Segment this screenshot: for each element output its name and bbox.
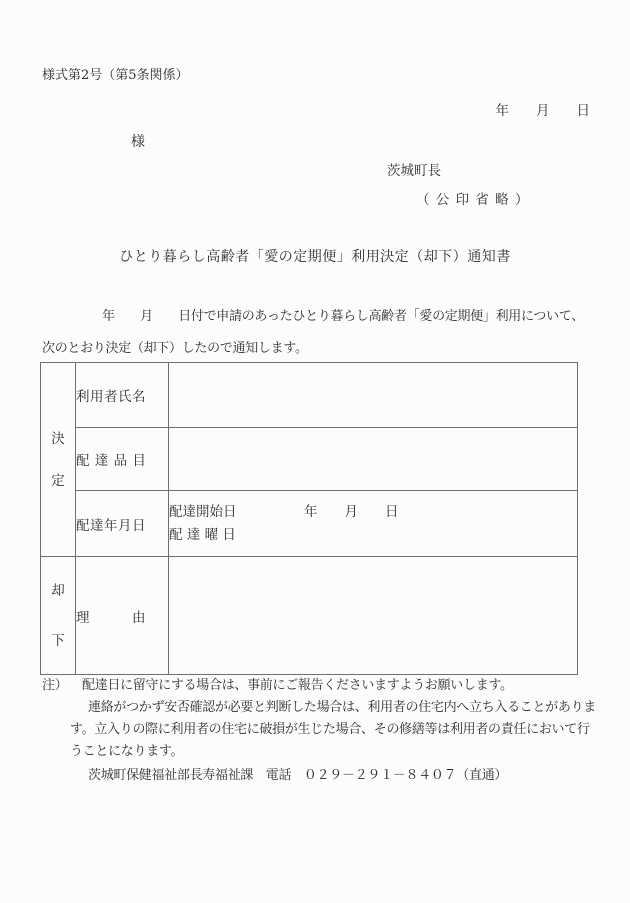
user-name-value-cell <box>169 363 578 428</box>
document-title: ひとり暮らし高齢者「愛の定期便」利用決定（却下）通知書 <box>119 249 511 265</box>
delivery-items-value-cell <box>169 428 578 491</box>
delivery-date-value-cell <box>169 491 578 557</box>
delivery-date-label: 配達年月日 <box>76 491 169 557</box>
body-paragraph-line1: 年 月 日付で申請のあったひとり暮らし高齢者「愛の定期便」利用について、 <box>102 309 584 324</box>
user-name-label: 利用者氏名 <box>76 363 169 428</box>
table-row-delivery-items <box>41 428 578 491</box>
delivery-start-date-line: 配達開始日 年 月 日 <box>169 503 399 520</box>
contact-line: 茨城町保健福祉部長寿福祉課 電話 ０２９－２９１－８４０７（直通） <box>88 768 508 783</box>
decision-group-char2: 定 <box>51 472 65 489</box>
reason-value-cell <box>169 557 578 675</box>
issue-date-line: 年 月 日 <box>495 103 590 119</box>
decision-group-char1: 決 <box>51 430 65 447</box>
reason-label: 理 由 <box>76 557 169 675</box>
table-row-reason <box>41 557 578 675</box>
addressee-suffix: 様 <box>131 134 145 150</box>
note-line3: す。立入りの際に利用者の住宅に破損が生じた場合、その修繕等は利用者の責任において行 <box>70 722 590 737</box>
rejection-group-header <box>41 557 76 675</box>
delivery-items-label: 配 達 品 目 <box>76 428 169 491</box>
note-line2: 連絡がつかず安否確認が必要と判断した場合は、利用者の住宅内へ立ち入ることがありま <box>88 700 597 715</box>
issuer-name: 茨城町長 <box>387 163 441 179</box>
seal-omitted-note: （ 公 印 省 略 ） <box>416 192 530 208</box>
decision-group-header <box>41 363 76 557</box>
note-line1: 配達日に留守にする場合は、事前にご報告くださいますようお願いします。 <box>82 678 513 693</box>
delivery-weekday-line: 配 達 曜 日 <box>169 526 236 543</box>
note-marker: 注） <box>42 678 68 693</box>
table-row-delivery-date <box>41 491 578 557</box>
body-paragraph-line2: 次のとおり決定（却下）したので通知します。 <box>42 341 308 356</box>
decision-table <box>40 362 578 675</box>
note-line4: うことになります。 <box>70 744 184 759</box>
rejection-group-char2: 下 <box>51 632 65 649</box>
rejection-group-char1: 却 <box>51 582 65 599</box>
table-row-user-name <box>41 363 578 428</box>
form-number: 様式第2号（第5条関係） <box>42 68 189 83</box>
